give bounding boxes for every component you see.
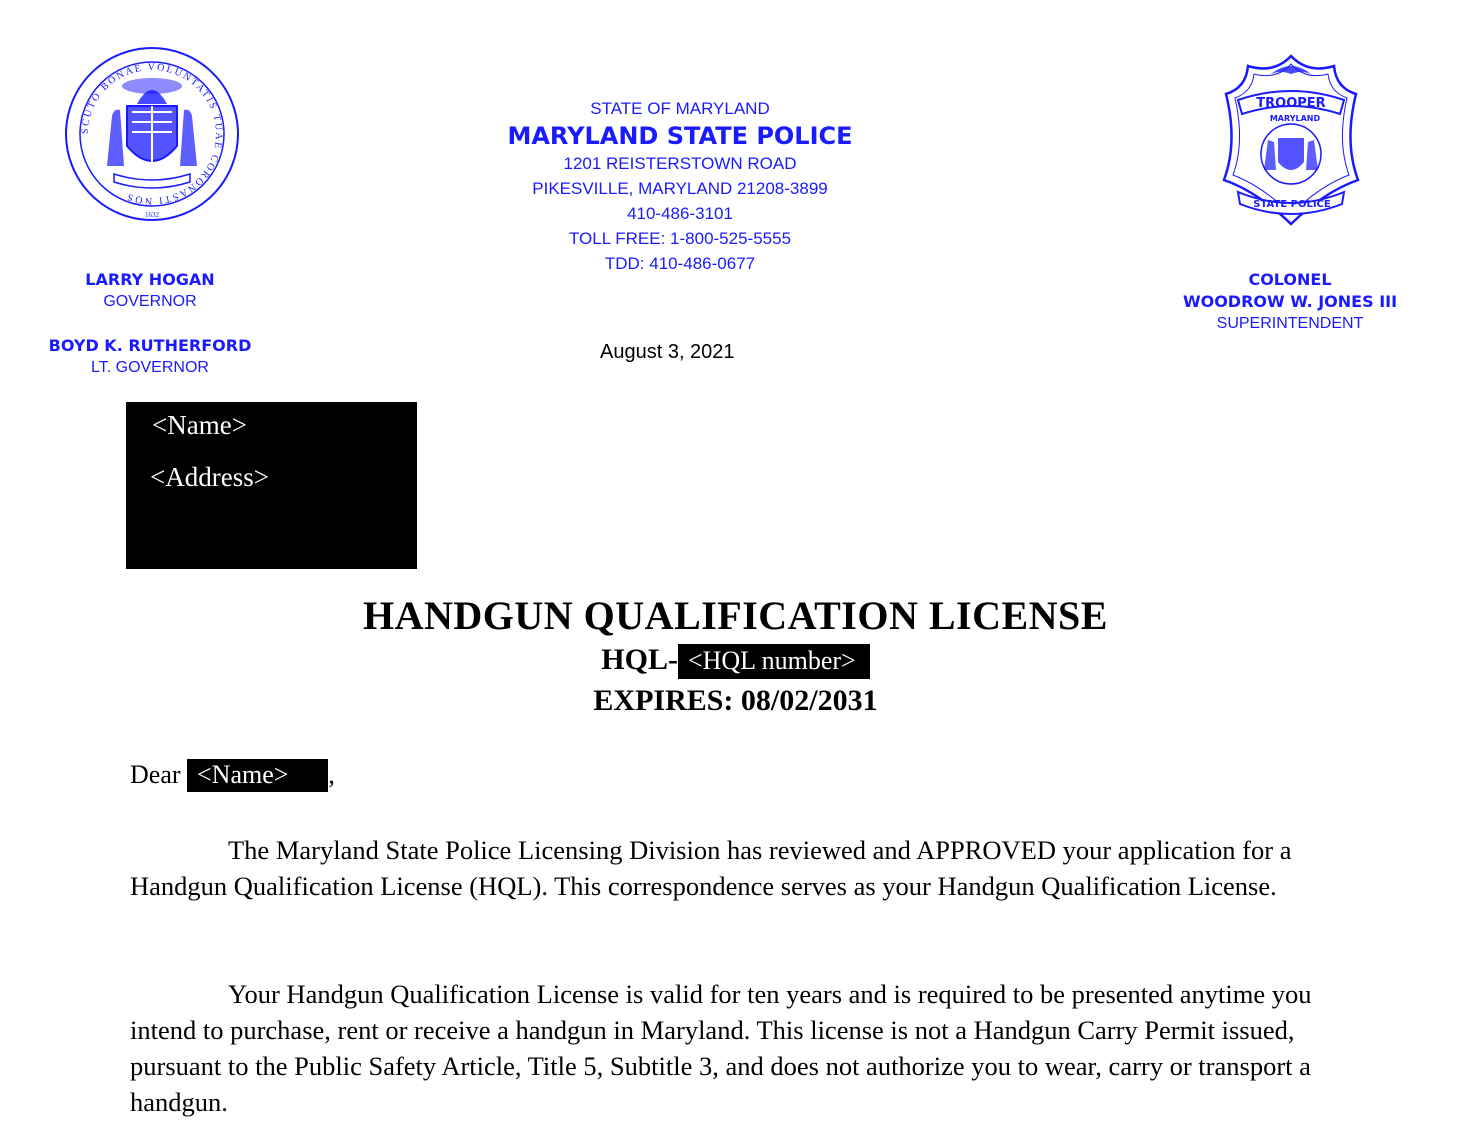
- lt-governor-name: BOYD K. RUTHERFORD: [48, 336, 252, 355]
- salutation-dear: Dear: [130, 760, 181, 789]
- letterhead: [430, 96, 930, 276]
- badge-bottom-text: STATE POLICE: [1253, 199, 1331, 210]
- body-paragraph-approval: [130, 832, 1350, 904]
- superintendent-title: SUPERINTENDENT: [1216, 315, 1364, 332]
- state-police-badge: [1216, 52, 1366, 227]
- toll-free-number: TOLL FREE: 1-800-525-5555: [568, 229, 792, 248]
- seal-year: 1632: [145, 211, 159, 219]
- recipient-address-placeholder: <Address>: [150, 462, 269, 492]
- phone-number: 410-486-3101: [627, 204, 733, 223]
- governor-title: GOVERNOR: [103, 293, 197, 310]
- tdd-number: TDD: 410-486-0677: [604, 254, 756, 273]
- recipient-address-redaction: [126, 402, 417, 569]
- salutation: [130, 760, 335, 790]
- badge-mid-text: MARYLAND: [1269, 114, 1321, 123]
- state-name: STATE OF MARYLAND: [590, 99, 770, 118]
- recipient-name-placeholder: <Name>: [152, 410, 247, 440]
- body-paragraph-validity: [130, 976, 1350, 1120]
- lt-governor-title: LT. GOVERNOR: [91, 359, 209, 376]
- license-number-line: [0, 643, 1471, 677]
- letter-date: August 3, 2021: [600, 341, 735, 363]
- superintendent-name: WOODROW W. JONES III: [1182, 292, 1398, 311]
- governor-name: LARRY HOGAN: [85, 270, 215, 289]
- governor-block: [50, 269, 250, 313]
- agency-name: MARYLAND STATE POLICE: [507, 122, 853, 150]
- validity-text: Your Handgun Qualification License is valid for ten years and is required to be presented anytime you intend to purchase, rent or receive a handgun in Maryland. This license is not a Handgun Carry Permit issued, pursuant to the Public Safety Article, Title 5, Subtitle 3, and does not authorize you to wear, carry or transport a handgun.: [130, 979, 1312, 1117]
- approval-text: The Maryland State Police Licensing Division has reviewed and APPROVED your application for a Handgun Qualification License (HQL). This correspondence serves as your Handgun Qualification License.: [130, 835, 1292, 901]
- seal-motto: SCUTO BONAE VOLUNTATIS TUAE CORONASTI NOS: [79, 61, 225, 207]
- superintendent-block: [1160, 269, 1420, 335]
- salutation-comma: ,: [328, 760, 335, 789]
- badge-top-text: TROOPER: [1256, 96, 1326, 111]
- license-title: HANDGUN QUALIFICATION LICENSE: [363, 593, 1108, 638]
- license-prefix: HQL-: [601, 643, 678, 676]
- city-address: PIKESVILLE, MARYLAND 21208-3899: [532, 179, 828, 198]
- license-expiration: EXPIRES: 08/02/2031: [593, 684, 878, 717]
- superintendent-rank: COLONEL: [1248, 270, 1332, 289]
- salutation-name-redaction: <Name>: [187, 759, 328, 792]
- lt-governor-block: [30, 335, 270, 379]
- license-number-redaction: <HQL number>: [678, 644, 870, 679]
- street-address: 1201 REISTERSTOWN ROAD: [563, 154, 797, 173]
- maryland-state-seal: [52, 46, 252, 226]
